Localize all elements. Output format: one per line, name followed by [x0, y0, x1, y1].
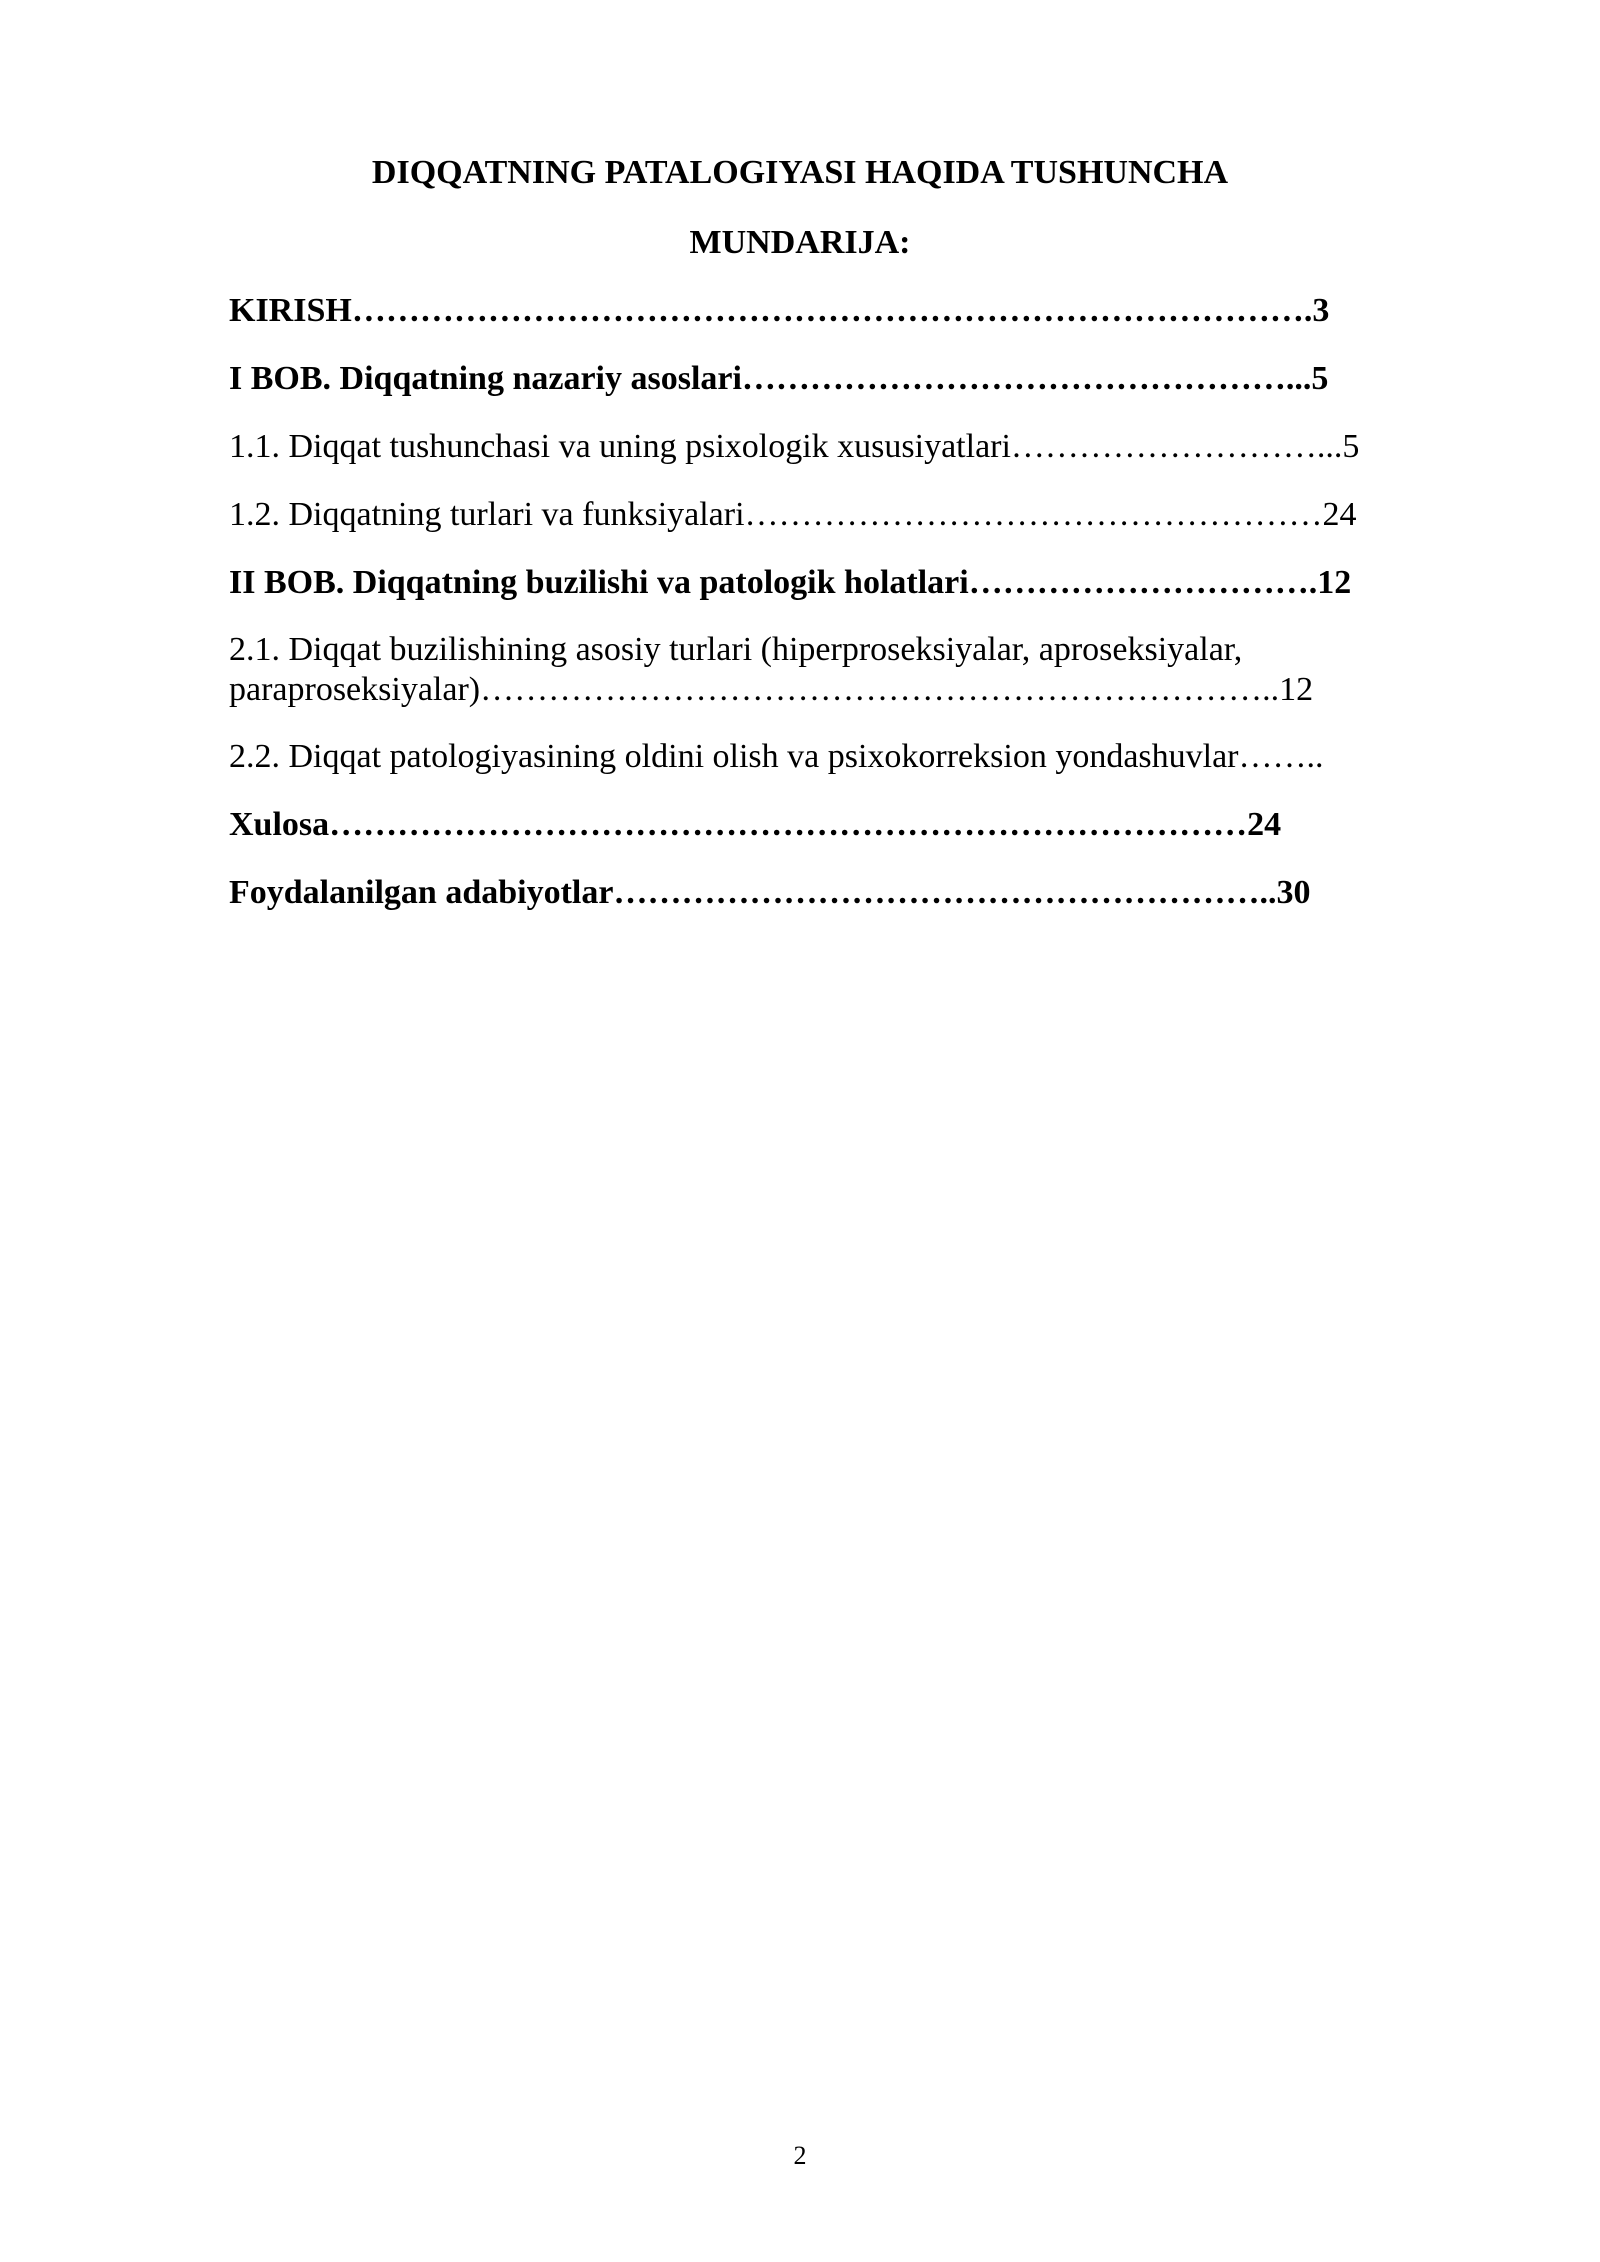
toc-entry-chapter-1: I BOB. Diqqatning nazariy asoslari…………………………………………...5 [229, 360, 1329, 397]
toc-entry-section-1-1: 1.1. Diqqat tushunchasi va uning psixologik xususiyatlari………………………...5 [229, 428, 1360, 465]
table-of-contents [229, 290, 1489, 940]
toc-entry-section-2-2: 2.2. Diqqat patologiyasining oldini olish va psixokorreksion yondashuvlar…….. [229, 738, 1324, 775]
toc-entry-kirish: KIRISH………………………………………………………………………….3 [229, 292, 1330, 329]
page-number: 2 [793, 2141, 807, 2170]
toc-entry-chapter-2: II BOB. Diqqatning buzilishi va patologik holatlari………………………….12 [229, 564, 1352, 601]
toc-heading: MUNDARIJA: [689, 224, 911, 261]
toc-entry-xulosa: Xulosa………………………………………………………………………24 [229, 806, 1282, 843]
document-title: DIQQATNING PATALOGIYASI HAQIDA TUSHUNCHA [371, 154, 1229, 191]
toc-entry-references: Foydalanilgan adabiyotlar…………………………………………………..30 [229, 874, 1311, 911]
toc-entry-section-2-1: 2.1. Diqqat buzilishining asosiy turlari (hiperproseksiyalar, aproseksiyalar, paraproseksiyalar)……………………………………………………………..12 [229, 631, 1314, 708]
toc-entry-section-1-2: 1.2. Diqqatning turlari va funksiyalari……………………………………………24 [229, 496, 1357, 533]
